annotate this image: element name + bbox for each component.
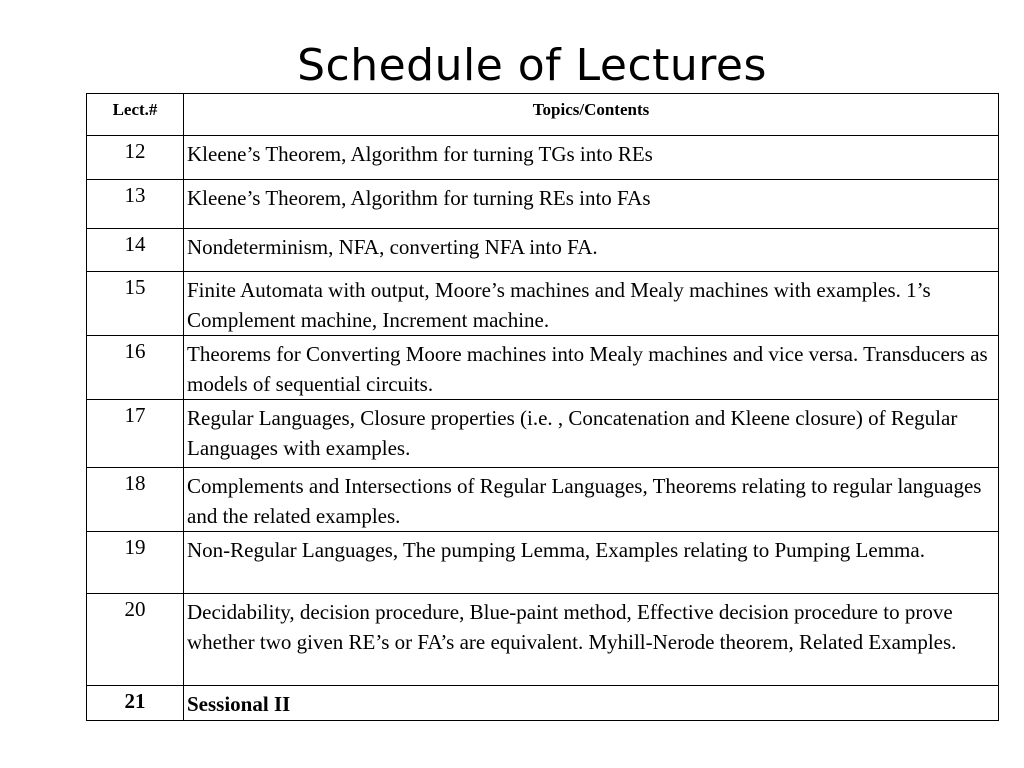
- table-row: [87, 229, 999, 272]
- table-row: [87, 468, 999, 532]
- table-row: [87, 180, 999, 229]
- lecture-topic: Nondeterminism, NFA, converting NFA into FA.: [184, 229, 999, 272]
- lecture-topic: Finite Automata with output, Moore’s machines and Mealy machines with examples. 1’s Complement machine, Increment machine.: [184, 272, 999, 336]
- table-row: [87, 336, 999, 400]
- header-topics: Topics/Contents: [184, 94, 999, 136]
- lecture-number: 16: [87, 336, 184, 400]
- table-row: [87, 136, 999, 180]
- lecture-topic: Theorems for Converting Moore machines into Mealy machines and vice versa. Transducers as models of sequential circuits.: [184, 336, 999, 400]
- table-row: [87, 400, 999, 468]
- lecture-topic: Non-Regular Languages, The pumping Lemma, Examples relating to Pumping Lemma.: [184, 532, 999, 594]
- lecture-number: 13: [87, 180, 184, 229]
- slide-title: Schedule of Lectures: [297, 40, 767, 91]
- table-header-row: [87, 94, 999, 136]
- lecture-topic: Regular Languages, Closure properties (i.e. , Concatenation and Kleene closure) of Regular Languages with examples.: [184, 400, 999, 468]
- lecture-number: 17: [87, 400, 184, 468]
- lecture-topic: Kleene’s Theorem, Algorithm for turning TGs into REs: [184, 136, 999, 180]
- lecture-number: 12: [87, 136, 184, 180]
- table-row: [87, 272, 999, 336]
- lecture-topic: Decidability, decision procedure, Blue-paint method, Effective decision procedure to prove whether two given RE’s or FA’s are equivalent. Myhill-Nerode theorem, Related Examples.: [184, 594, 999, 686]
- lecture-number: 20: [87, 594, 184, 686]
- lecture-number: 15: [87, 272, 184, 336]
- table-row: [87, 686, 999, 721]
- lecture-topic: Sessional II: [184, 686, 999, 721]
- table-row: [87, 594, 999, 686]
- lecture-topic: Kleene’s Theorem, Algorithm for turning REs into FAs: [184, 180, 999, 229]
- lecture-number: 21: [87, 686, 184, 721]
- lecture-number: 14: [87, 229, 184, 272]
- lecture-number: 18: [87, 468, 184, 532]
- lecture-number: 19: [87, 532, 184, 594]
- header-lecture-number: Lect.#: [87, 94, 184, 136]
- table-row: [87, 532, 999, 594]
- lecture-topic: Complements and Intersections of Regular Languages, Theorems relating to regular languages and the related examples.: [184, 468, 999, 532]
- lecture-schedule-table: [86, 93, 999, 721]
